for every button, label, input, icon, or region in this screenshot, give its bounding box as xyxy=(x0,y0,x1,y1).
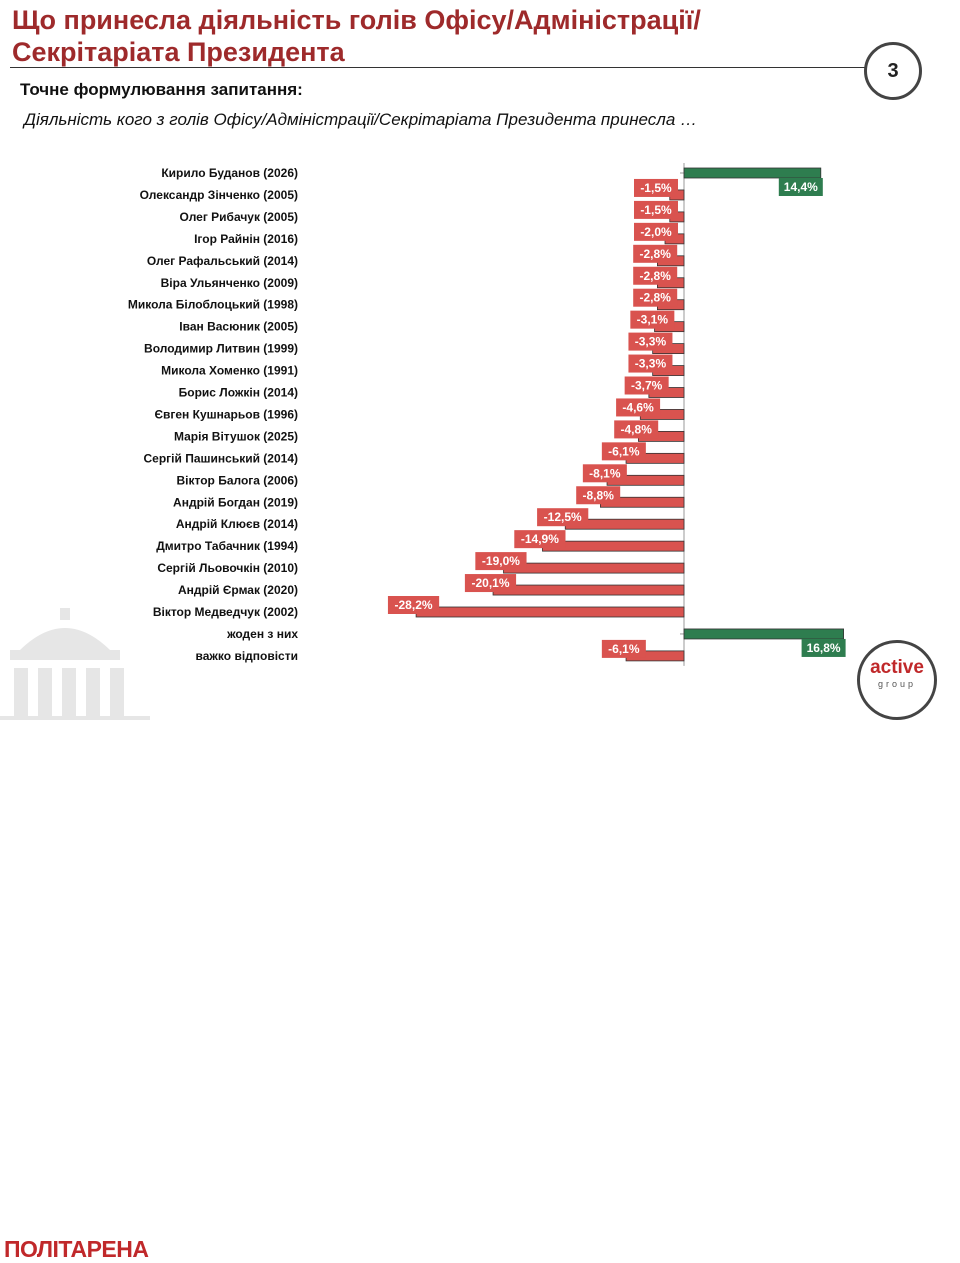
page-title: Що принесла діяльність голів Офісу/Адміністрації/Секрітаріата Президента xyxy=(12,5,701,67)
category-label: Іван Васюник (2005) xyxy=(179,319,298,334)
data-label: -28,2% xyxy=(394,598,433,612)
data-label: -2,8% xyxy=(639,268,671,283)
category-label: Олег Рафальський (2014) xyxy=(146,253,298,268)
data-label: -1,5% xyxy=(640,202,672,217)
category-label: Андрій Єрмак (2020) xyxy=(177,583,298,598)
politarena-logo-text: ПОЛІТАРЕНА xyxy=(4,1236,149,1262)
category-label: Олег Рибачук (2005) xyxy=(179,209,298,224)
building-icon xyxy=(0,598,150,720)
category-label: Сергій Пашинський (2014) xyxy=(143,451,298,466)
bar xyxy=(493,585,684,595)
data-label: -4,8% xyxy=(620,422,652,437)
data-label: -2,8% xyxy=(639,246,671,261)
data-label: -2,0% xyxy=(640,224,672,239)
data-label: -3,7% xyxy=(630,378,663,393)
data-label: 16,8% xyxy=(806,640,841,655)
category-label: Віктор Медведчук (2002) xyxy=(152,605,298,619)
data-label: 14,4% xyxy=(783,180,818,194)
data-label: -3,3% xyxy=(634,334,667,349)
category-label: Євген Кушнарьов (1996) xyxy=(154,407,298,422)
category-label: важко відповісти xyxy=(195,648,298,663)
data-label: -6,1% xyxy=(608,444,640,459)
data-label: -8,8% xyxy=(582,488,614,503)
bar xyxy=(684,168,821,178)
category-label: Сергій Льовочкін (2010) xyxy=(157,561,298,576)
bar xyxy=(684,629,844,639)
active-group-logo xyxy=(857,640,937,720)
category-label: Марія Вітушок (2025) xyxy=(173,429,298,444)
category-label: Ігор Райнін (2016) xyxy=(194,231,298,246)
data-label: -8,1% xyxy=(589,466,621,481)
data-label: -3,3% xyxy=(634,356,667,371)
data-label: -1,5% xyxy=(640,180,672,195)
question-text: Діяльність кого з голів Офісу/Адміністрації/Секрітаріата Президента принесла … xyxy=(24,110,698,129)
data-label: -6,1% xyxy=(608,641,640,656)
category-label: Борис Ложкін (2014) xyxy=(178,385,298,400)
data-label: -3,1% xyxy=(636,312,669,327)
question-label: Точне формулювання запитання: xyxy=(20,80,303,99)
category-label: Кирило Буданов (2026) xyxy=(161,166,298,180)
data-label: -20,1% xyxy=(471,576,510,591)
politarena-logo xyxy=(0,598,150,1262)
active-group-logo-sub: group xyxy=(877,679,917,689)
data-label: -14,9% xyxy=(520,532,559,547)
data-label: -12,5% xyxy=(543,510,582,525)
category-label: жоден з них xyxy=(227,626,298,641)
data-label: -2,8% xyxy=(639,290,671,305)
category-label: Володимир Литвин (1999) xyxy=(144,341,298,356)
bar xyxy=(504,563,685,573)
category-label: Олександр Зінченко (2005) xyxy=(139,187,298,202)
category-label: Андрій Клюєв (2014) xyxy=(175,517,298,532)
data-label: -4,6% xyxy=(622,400,654,415)
category-label: Віра Ульянченко (2009) xyxy=(160,275,298,290)
category-label: Віктор Балога (2006) xyxy=(176,473,298,488)
category-label: Андрій Богдан (2019) xyxy=(173,495,298,510)
category-label: Микола Білоблоцький (1998) xyxy=(127,297,298,312)
page-number-badge: 3 xyxy=(864,42,922,100)
category-label: Дмитро Табачник (1994) xyxy=(156,539,298,554)
category-label: Микола Хоменко (1991) xyxy=(161,363,298,378)
data-label: -19,0% xyxy=(481,554,520,569)
bar xyxy=(416,607,684,617)
active-group-logo-main: active xyxy=(870,657,924,678)
